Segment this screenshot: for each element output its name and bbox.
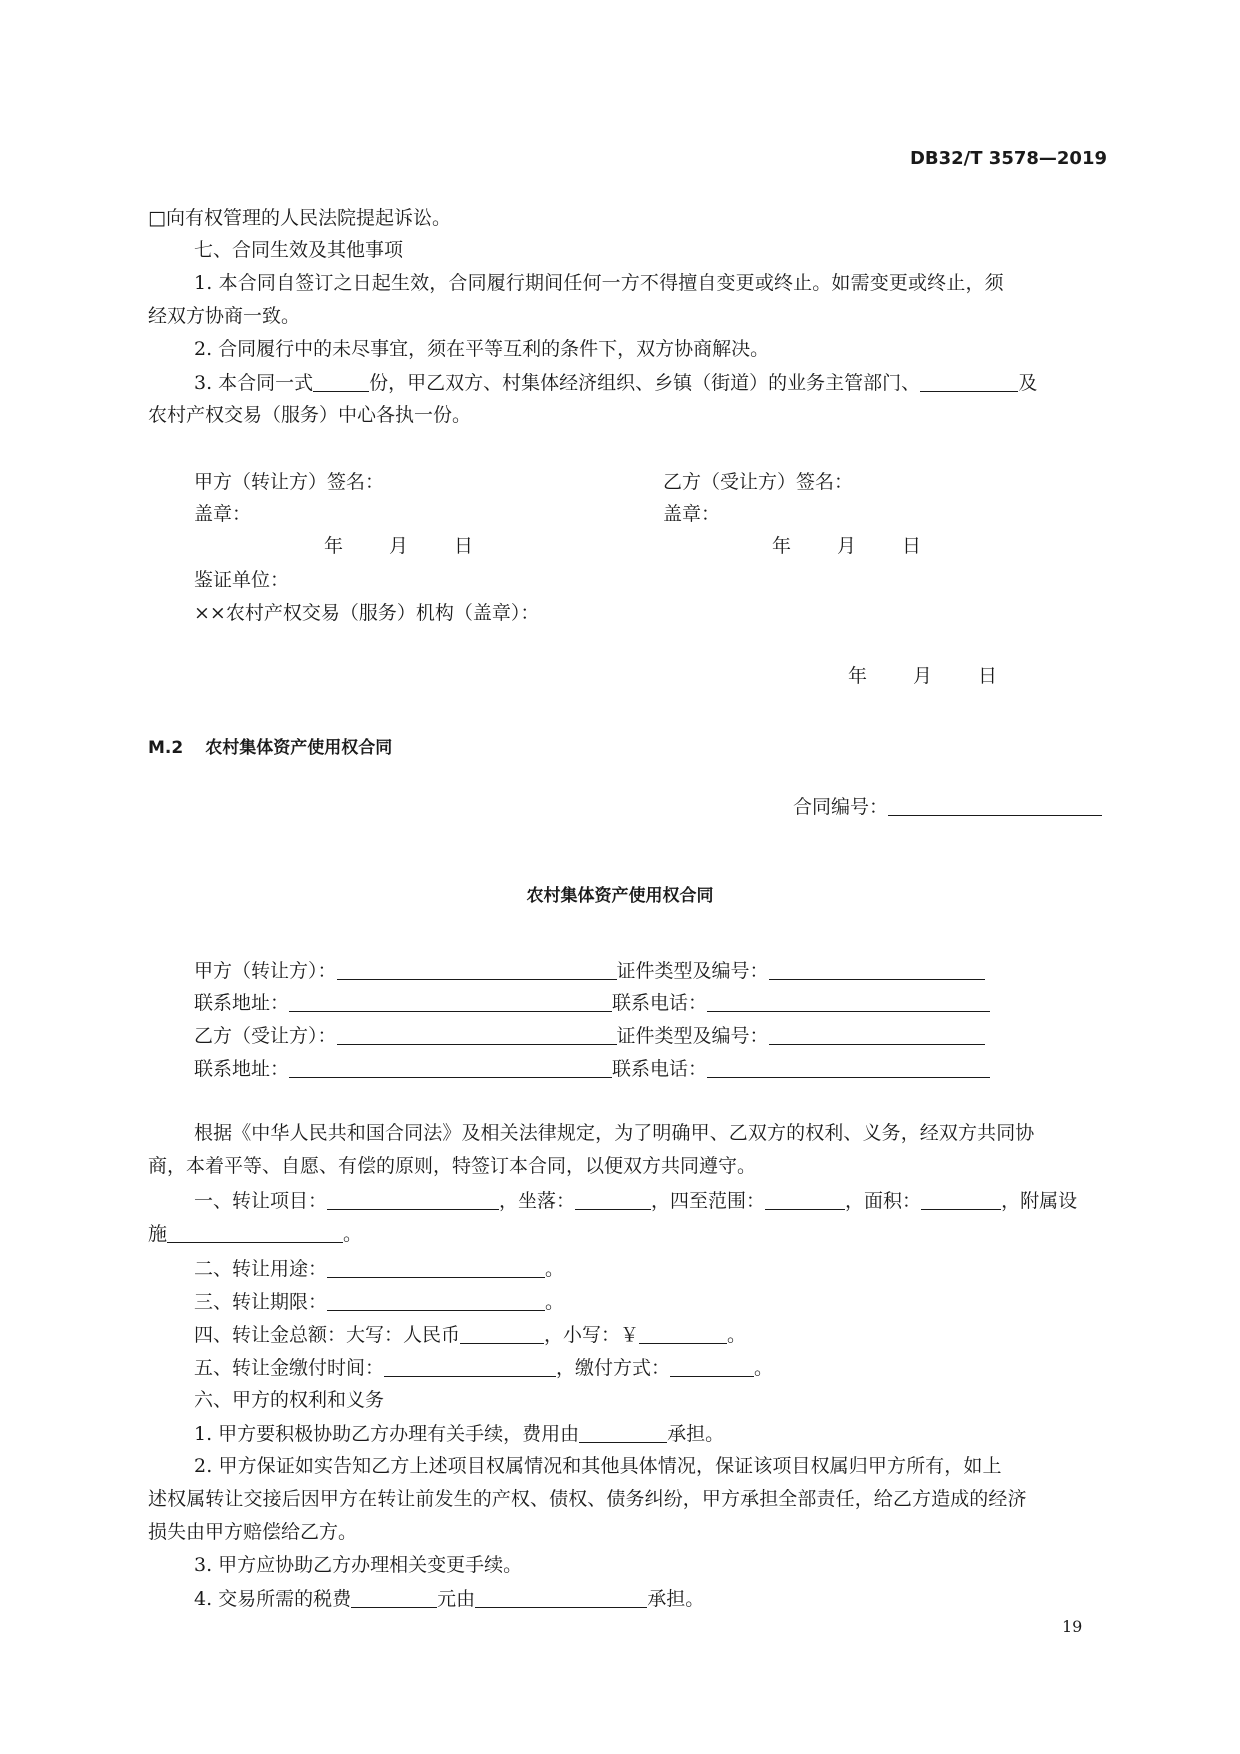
tax-label: 4. 交易所需的税费 xyxy=(194,1588,352,1610)
section-title: 农村集体资产使用权合同 xyxy=(205,738,393,758)
term-label: 三、转让期限： xyxy=(194,1291,328,1313)
clause-4-row xyxy=(194,1325,746,1345)
party-b-address-blank[interactable] xyxy=(289,1059,612,1078)
day-label: 日 xyxy=(978,665,998,687)
period: 。 xyxy=(727,1324,747,1346)
clause-6-2-line2: 述权属转让交接后因甲方在转让前发生的产权、债权、债务纠纷，甲方承担全部责任，给乙方造成的经济 xyxy=(148,1488,1027,1510)
clause-7-2: 2. 合同履行中的未尽事宜，须在平等互利的条件下，双方协商解决。 xyxy=(194,338,770,360)
clause-6-3: 3. 甲方应协助乙方办理相关变更手续。 xyxy=(194,1554,523,1576)
copies-blank[interactable] xyxy=(313,373,369,392)
clause-1-row2 xyxy=(148,1224,362,1244)
party-b-phone-blank[interactable] xyxy=(707,1059,990,1078)
party-a-address-label: 联系地址： xyxy=(194,992,290,1014)
clause-7-1-line1: 1. 本合同自签订之日起生效，合同履行期间任何一方不得擅自变更或终止。如需变更或终止，须 xyxy=(194,272,1004,294)
location-label: ，坐落： xyxy=(499,1190,576,1212)
amount-words-label: 四、转让金总额：大写：人民币 xyxy=(194,1324,461,1346)
clause-7-3-prefix: 3. 本合同一式 xyxy=(194,372,314,394)
term-blank[interactable] xyxy=(327,1292,545,1311)
clause-1-row xyxy=(194,1191,1077,1211)
other-party-blank[interactable] xyxy=(920,373,1018,392)
purpose-blank[interactable] xyxy=(327,1259,545,1278)
tax-payer-blank[interactable] xyxy=(475,1589,647,1608)
clause-6-1 xyxy=(194,1424,724,1444)
clause-7-3-line1 xyxy=(194,373,1037,393)
payment-method-blank[interactable] xyxy=(670,1358,754,1377)
verification-unit-label: 鉴证单位： xyxy=(194,569,290,591)
section-6-title: 六、甲方的权利和义务 xyxy=(194,1389,385,1411)
clause-3-row xyxy=(194,1292,564,1312)
project-label: 一、转让项目： xyxy=(194,1190,328,1212)
year-label: 年 xyxy=(324,535,344,557)
party-a-address-blank[interactable] xyxy=(289,993,612,1012)
year-label: 年 xyxy=(772,535,792,557)
location-blank[interactable] xyxy=(575,1191,651,1210)
clause-6-4-end: 承担。 xyxy=(647,1588,705,1610)
party-a-phone-label: 联系电话： xyxy=(612,992,708,1014)
payment-method-label: ，缴付方式： xyxy=(556,1357,671,1379)
day-label: 日 xyxy=(902,535,922,557)
area-label: ，面积： xyxy=(845,1190,922,1212)
clause-6-1-end: 承担。 xyxy=(667,1423,725,1445)
party-b-id-blank[interactable] xyxy=(769,1026,985,1045)
fee-payer-blank[interactable] xyxy=(579,1424,667,1443)
clause-6-4 xyxy=(194,1589,704,1609)
section-7-title: 七、合同生效及其他事项 xyxy=(194,239,404,261)
amount-figures-label: ，小写：￥ xyxy=(544,1324,640,1346)
facilities-blank[interactable] xyxy=(167,1224,343,1243)
facilities-label: ，附属设 xyxy=(1001,1190,1078,1212)
year-label: 年 xyxy=(848,665,868,687)
party-b-name-label: 乙方（受让方）： xyxy=(194,1025,337,1047)
party-a-date xyxy=(324,537,473,556)
party-a-name-label: 甲方（转让方）： xyxy=(194,960,337,982)
period: 。 xyxy=(754,1357,774,1379)
agency-seal-label: ××农村产权交易（服务）机构（盖章）： xyxy=(194,602,540,624)
contract-number-blank[interactable] xyxy=(888,797,1102,816)
party-a-signature-label: 甲方（转让方）签名： xyxy=(194,471,385,493)
day-label: 日 xyxy=(454,535,474,557)
verification-date xyxy=(848,667,997,686)
amount-words-blank[interactable] xyxy=(460,1325,544,1344)
party-a-seal-label: 盖章： xyxy=(194,503,252,525)
clause-7-1-line2: 经双方协商一致。 xyxy=(148,305,301,327)
month-label: 月 xyxy=(837,535,857,557)
section-heading xyxy=(148,733,392,758)
amount-figures-blank[interactable] xyxy=(639,1325,727,1344)
purpose-label: 二、转让用途： xyxy=(194,1258,328,1280)
clause-5-row xyxy=(194,1358,773,1378)
party-a-id-label: 证件类型及编号： xyxy=(616,960,769,982)
payment-time-blank[interactable] xyxy=(384,1358,556,1377)
boundary-label: ，四至范围： xyxy=(651,1190,766,1212)
litigation-option: □向有权管理的人民法院提起诉讼。 xyxy=(148,207,451,229)
party-b-phone-label: 联系电话： xyxy=(612,1058,708,1080)
boundary-blank[interactable] xyxy=(765,1191,845,1210)
contract-number-label: 合同编号： xyxy=(793,796,889,818)
period: 。 xyxy=(545,1258,565,1280)
party-b-id-label: 证件类型及编号： xyxy=(616,1025,769,1047)
clause-6-2-line3: 损失由甲方赔偿给乙方。 xyxy=(148,1521,358,1543)
party-b-name-row xyxy=(194,1026,985,1046)
payment-time-label: 五、转让金缴付时间： xyxy=(194,1357,385,1379)
month-label: 月 xyxy=(913,665,933,687)
party-a-contact-row xyxy=(194,993,990,1013)
project-blank[interactable] xyxy=(327,1191,499,1210)
intro-line2: 商，本着平等、自愿、有偿的原则，特签订本合同，以便双方共同遵守。 xyxy=(148,1155,757,1177)
party-a-id-blank[interactable] xyxy=(769,961,985,980)
party-a-phone-blank[interactable] xyxy=(707,993,990,1012)
tax-amount-blank[interactable] xyxy=(351,1589,437,1608)
party-a-name-row xyxy=(194,961,985,981)
area-blank[interactable] xyxy=(921,1191,1001,1210)
clause-2-row xyxy=(194,1259,564,1279)
party-b-seal-label: 盖章： xyxy=(663,503,721,525)
tax-payer-label: 元由 xyxy=(437,1588,476,1610)
page-number: 19 xyxy=(1062,1617,1083,1636)
clause-7-3-line2: 农村产权交易（服务）中心各执一份。 xyxy=(148,404,472,426)
section-number: M.2 xyxy=(148,738,184,758)
party-b-name-blank[interactable] xyxy=(337,1026,617,1045)
party-b-contact-row xyxy=(194,1059,990,1079)
facilities-label-cont: 施 xyxy=(148,1223,168,1245)
clause-6-1-text: 1. 甲方要积极协助乙方办理有关手续，费用由 xyxy=(194,1423,580,1445)
contract-number-row xyxy=(793,797,1102,817)
party-b-date xyxy=(772,537,921,556)
period: 。 xyxy=(545,1291,565,1313)
contract-title: 农村集体资产使用权合同 xyxy=(526,886,714,906)
party-a-name-blank[interactable] xyxy=(337,961,617,980)
clause-7-3-middle: 份，甲乙双方、村集体经济组织、乡镇（街道）的业务主管部门、 xyxy=(369,372,921,394)
party-b-signature-label: 乙方（受让方）签名： xyxy=(663,471,854,493)
party-b-address-label: 联系地址： xyxy=(194,1058,290,1080)
month-label: 月 xyxy=(389,535,409,557)
period: 。 xyxy=(343,1223,363,1245)
clause-6-2-line1: 2. 甲方保证如实告知乙方上述项目权属情况和其他具体情况，保证该项目权属归甲方所有，如上 xyxy=(194,1455,1002,1477)
clause-7-3-end: 及 xyxy=(1018,372,1038,394)
intro-line1: 根据《中华人民共和国合同法》及相关法律规定，为了明确甲、乙双方的权利、义务，经双方共同协 xyxy=(194,1122,1035,1144)
standard-code: DB32/T 3578—2019 xyxy=(909,148,1107,169)
